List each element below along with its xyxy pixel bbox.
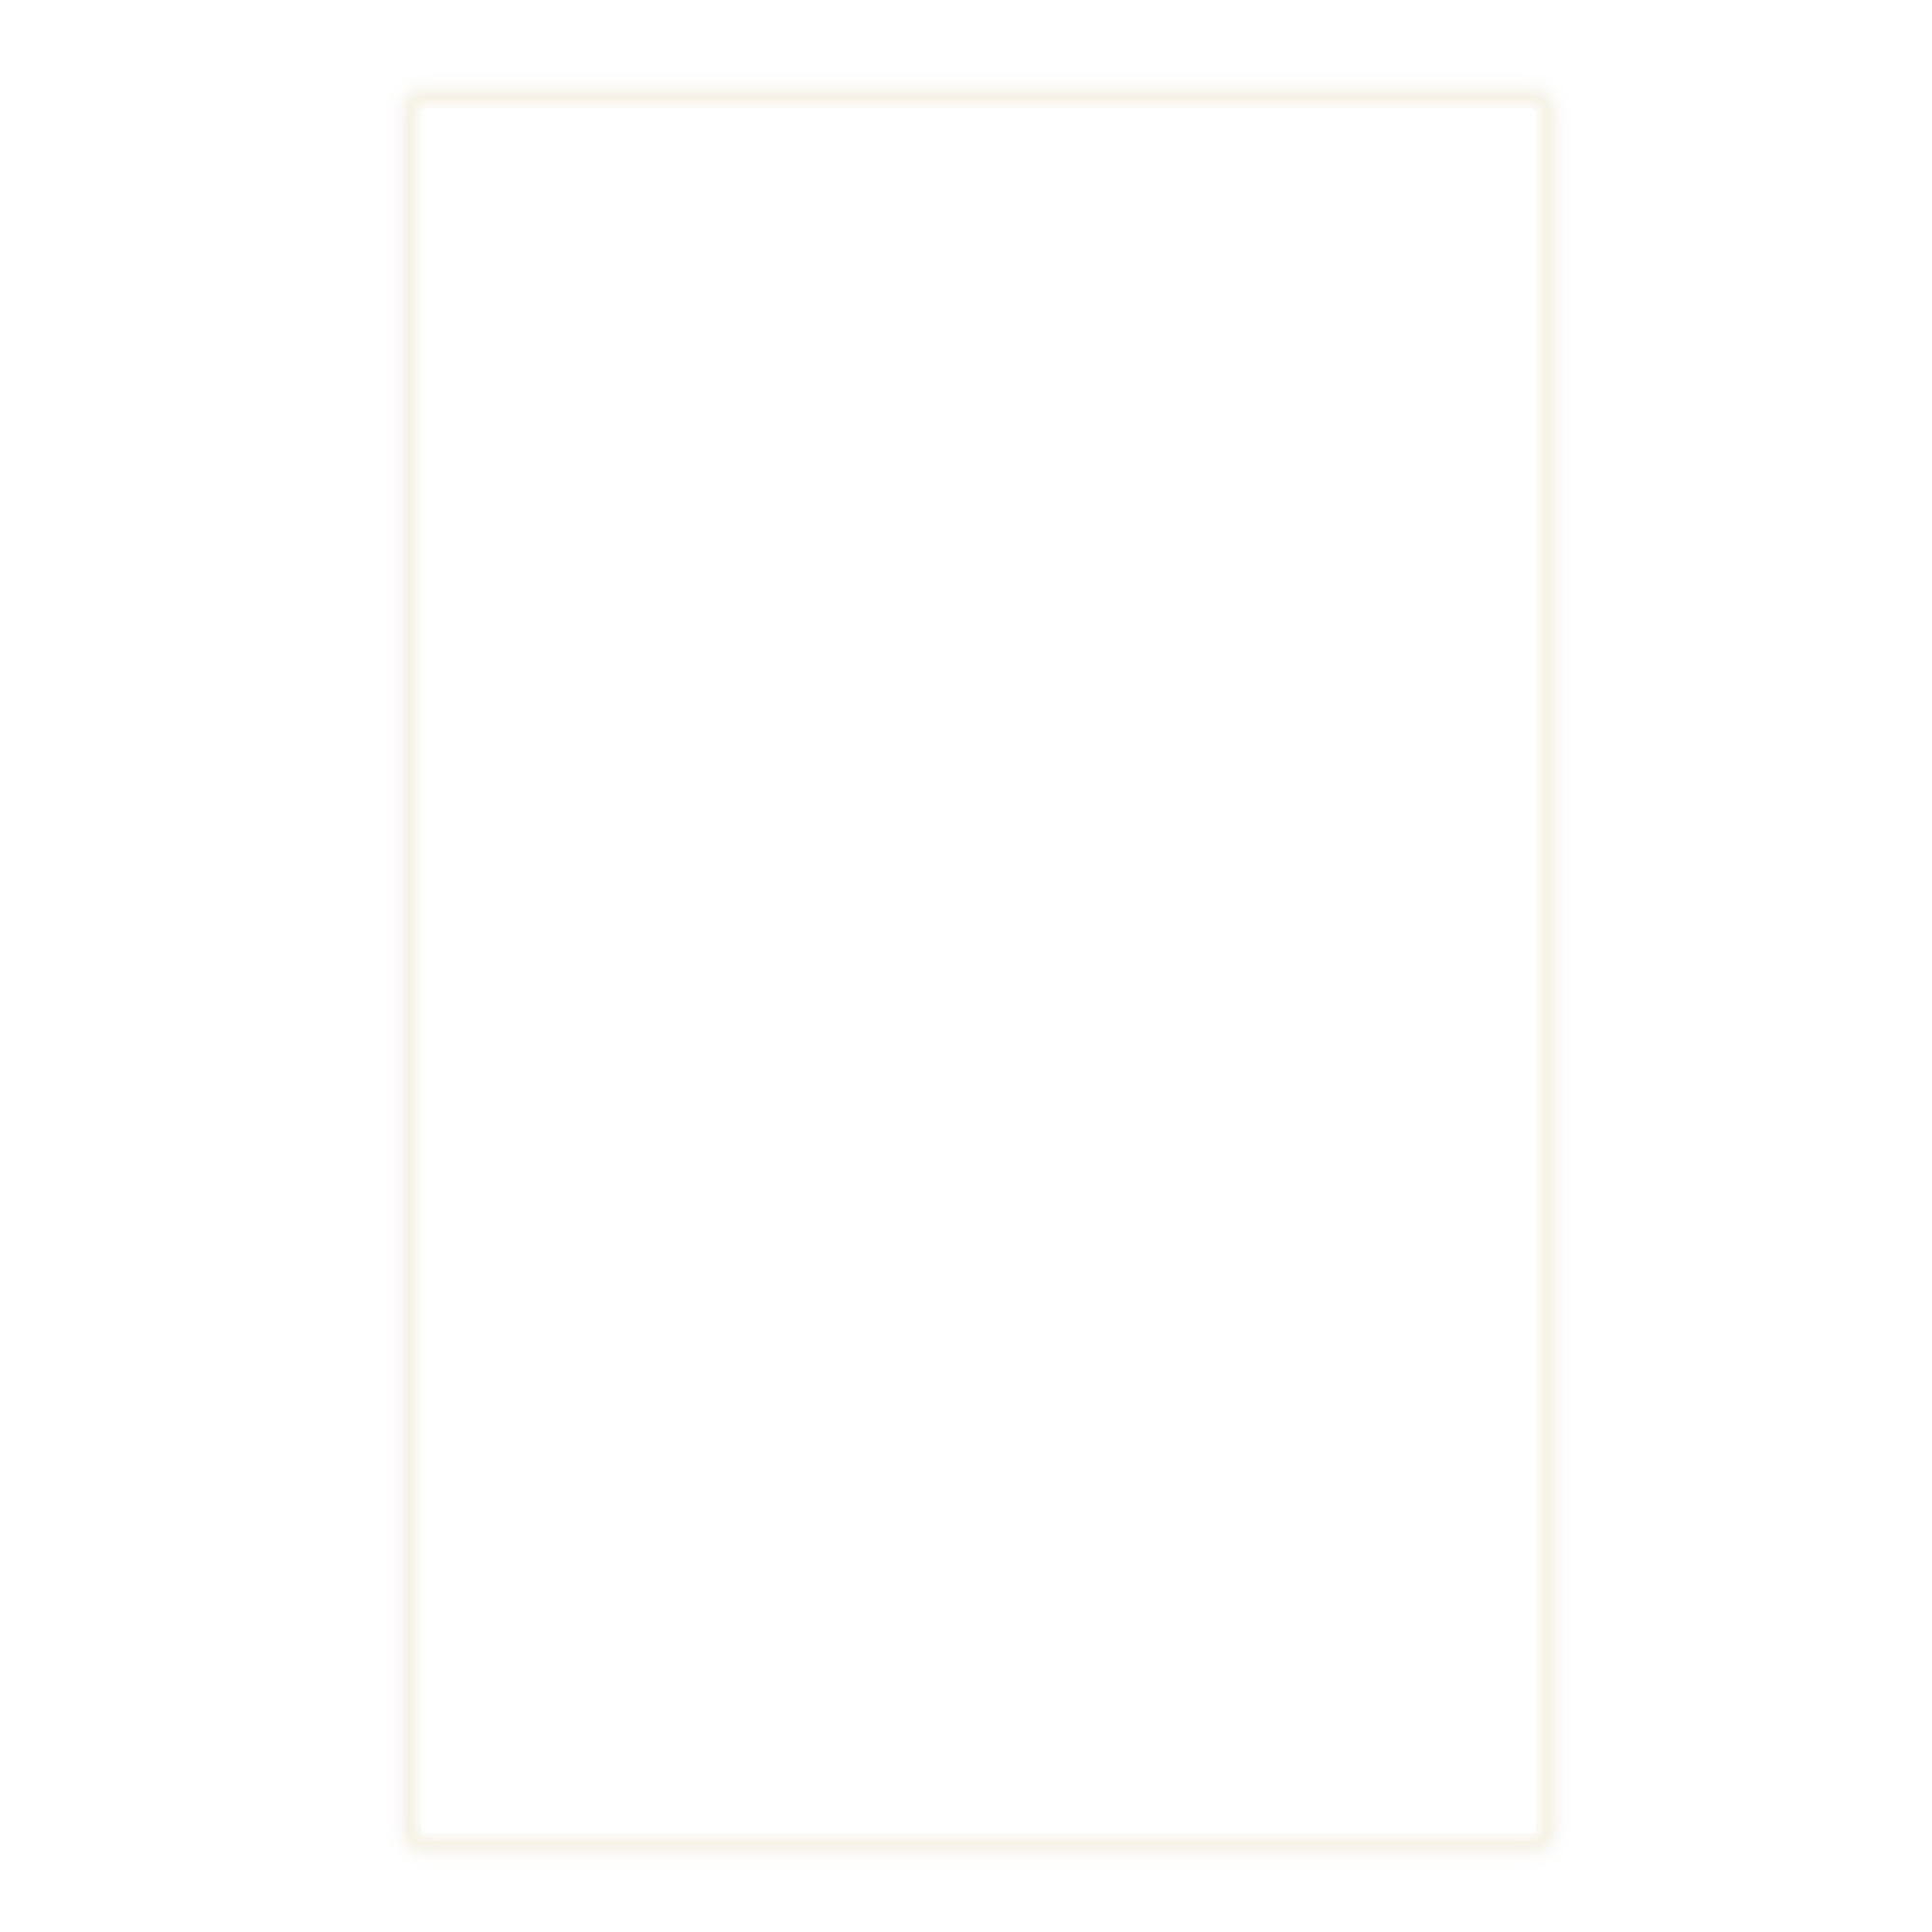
empty-panel — [410, 97, 1548, 1845]
panel-content-area — [421, 108, 1536, 1833]
